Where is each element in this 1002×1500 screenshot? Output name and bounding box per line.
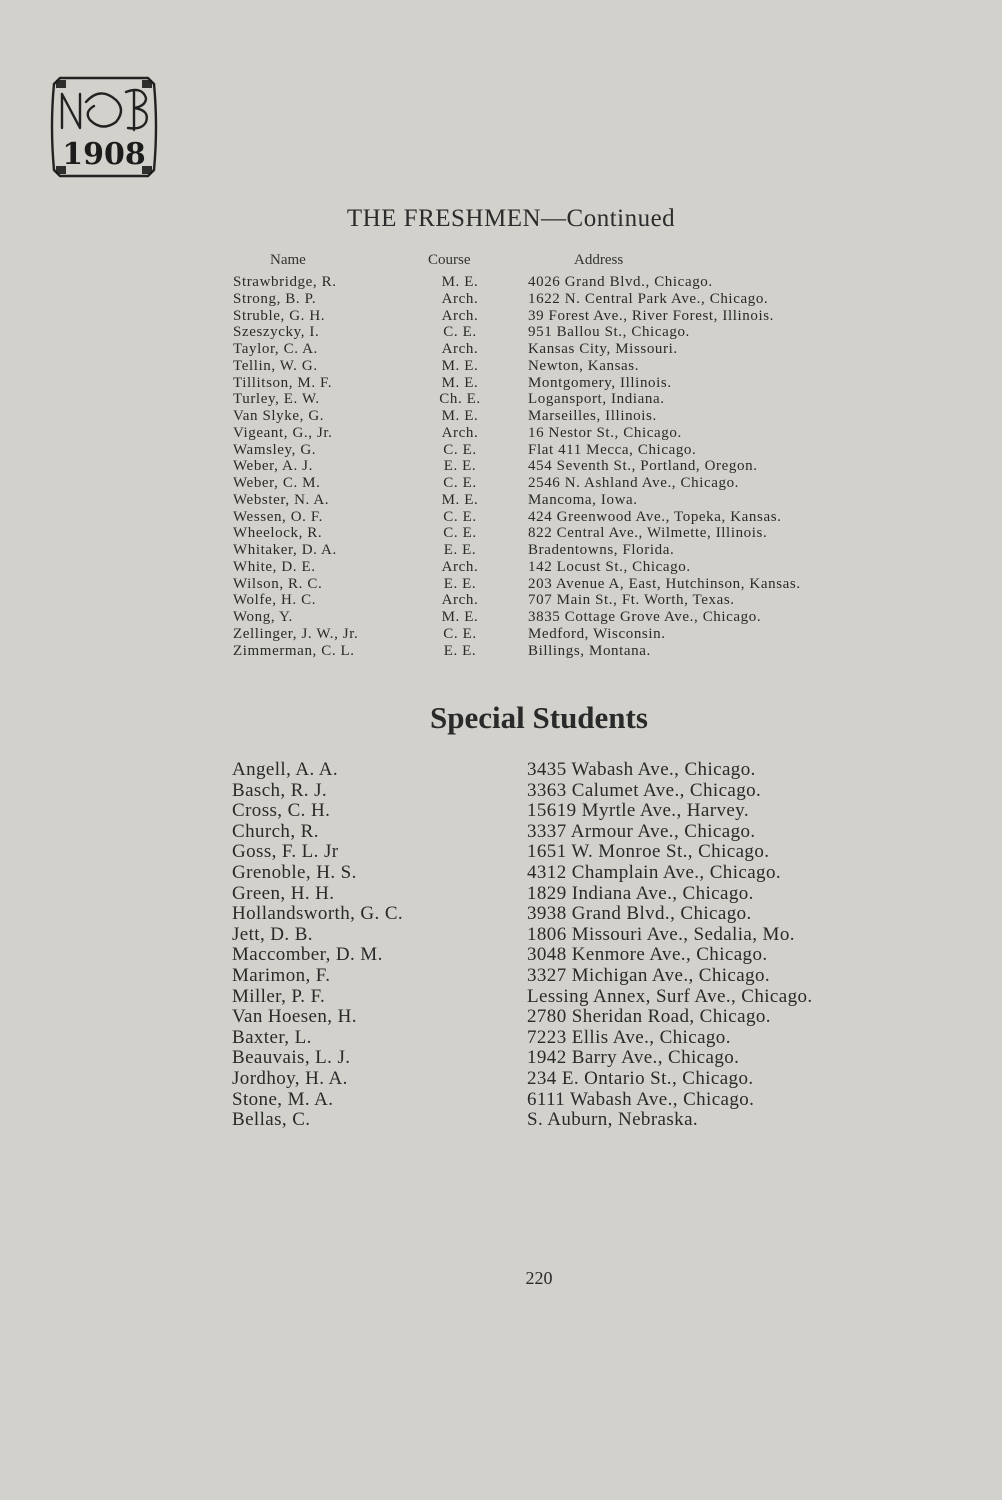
special-student-name: Angell, A. A. <box>232 759 339 780</box>
special-student-address: 1829 Indiana Ave., Chicago. <box>527 882 754 904</box>
special-student-name: Marimon, F. <box>232 965 331 986</box>
student-address: 3835 Cottage Grove Ave., Chicago. <box>528 609 762 625</box>
table-row <box>0 760 1002 780</box>
student-address: 2546 N. Ashland Ave., Chicago. <box>528 475 740 491</box>
special-student-name: Cross, C. H. <box>232 800 331 822</box>
course-column-header: Course <box>428 252 471 268</box>
special-student-address: 3048 Kenmore Ave., Chicago. <box>527 944 768 966</box>
special-student-address: 2780 Sheridan Road, Chicago. <box>527 1006 771 1028</box>
special-student-name: Basch, R. J. <box>232 779 328 801</box>
special-student-address: 1942 Barry Ave., Chicago. <box>527 1047 740 1069</box>
table-row <box>0 643 1002 660</box>
special-student-name: Hollandsworth, G. C. <box>232 903 404 925</box>
special-student-name: Jordhoy, H. A. <box>232 1068 348 1089</box>
special-student-address: S. Auburn, Nebraska. <box>527 1109 699 1131</box>
student-name: Wessen, O. F. <box>233 508 323 525</box>
student-name: Taylor, C. A. <box>233 341 318 357</box>
student-course: C. E. <box>443 475 477 491</box>
student-course: C. E. <box>443 324 477 341</box>
table-row <box>0 626 1002 643</box>
student-address: 4026 Grand Blvd., Chicago. <box>528 274 713 290</box>
table-row <box>0 1069 1002 1089</box>
student-name: White, D. E. <box>233 558 316 575</box>
table-row <box>0 904 1002 924</box>
student-name: Wilson, R. C. <box>233 575 323 592</box>
table-row <box>0 842 1002 862</box>
student-course: M. E. <box>441 274 479 290</box>
table-row <box>0 525 1002 542</box>
student-course: C. E. <box>443 508 477 525</box>
ngb-1908-monogram-icon <box>50 76 158 178</box>
student-course: C. E. <box>443 441 477 458</box>
student-name: Wheelock, R. <box>233 525 323 542</box>
address-column-header: Address <box>574 252 624 268</box>
table-row <box>0 408 1002 425</box>
special-student-address: 7223 Ellis Ave., Chicago. <box>527 1026 731 1048</box>
special-student-address: 3363 Calumet Ave., Chicago. <box>527 779 762 801</box>
student-course: C. E. <box>443 525 477 542</box>
student-course: Arch. <box>441 592 479 609</box>
table-row <box>0 458 1002 475</box>
student-course: Arch. <box>441 424 479 441</box>
student-address: 1622 N. Central Park Ave., Chicago. <box>528 290 769 307</box>
special-student-name: Church, R. <box>232 820 319 842</box>
student-course: M. E. <box>441 357 479 374</box>
table-row <box>0 274 1002 291</box>
student-course: Arch. <box>441 290 479 307</box>
table-row <box>0 781 1002 801</box>
special-student-name: Van Hoesen, H. <box>232 1006 357 1028</box>
page-heading: THE FRESHMEN—Continued <box>346 205 676 232</box>
student-course: E. E. <box>443 575 477 592</box>
student-course: E. E. <box>443 542 477 558</box>
student-course: Arch. <box>441 341 479 357</box>
special-student-address: 3435 Wabash Ave., Chicago. <box>527 759 756 780</box>
table-row <box>0 442 1002 459</box>
table-row <box>0 576 1002 593</box>
student-address: 424 Greenwood Ave., Topeka, Kansas. <box>528 508 782 525</box>
table-row <box>0 1028 1002 1048</box>
special-student-address: 3337 Armour Ave., Chicago. <box>527 820 756 842</box>
table-row <box>0 884 1002 904</box>
student-address: 39 Forest Ave., River Forest, Illinois. <box>528 307 775 324</box>
special-student-name: Baxter, L. <box>232 1026 312 1048</box>
student-address: Newton, Kansas. <box>528 357 640 374</box>
student-name: Strong, B. P. <box>233 290 317 307</box>
special-student-address: 3327 Michigan Ave., Chicago. <box>527 965 771 986</box>
student-address: 822 Central Ave., Wilmette, Illinois. <box>528 525 768 542</box>
student-address: 454 Seventh St., Portland, Oregon. <box>528 458 758 475</box>
table-row <box>0 341 1002 358</box>
table-row <box>0 1110 1002 1130</box>
table-row <box>0 609 1002 626</box>
student-address: 707 Main St., Ft. Worth, Texas. <box>528 592 735 609</box>
student-name: Struble, G. H. <box>233 307 326 324</box>
table-row <box>0 308 1002 325</box>
student-course: E. E. <box>443 458 477 475</box>
special-student-address: Lessing Annex, Surf Ave., Chicago. <box>527 985 813 1007</box>
student-course: Ch. E. <box>439 391 481 408</box>
student-name: Wamsley, G. <box>233 441 317 458</box>
table-row <box>0 822 1002 842</box>
student-address: 203 Avenue A, East, Hutchinson, Kansas. <box>528 575 801 592</box>
student-address: Flat 411 Mecca, Chicago. <box>528 441 697 458</box>
student-address: Medford, Wisconsin. <box>528 625 666 642</box>
special-student-address: 1651 W. Monroe St., Chicago. <box>527 841 770 863</box>
student-name: Webster, N. A. <box>233 491 330 508</box>
student-name: Turley, E. W. <box>233 391 320 408</box>
student-name: Zellinger, J. W., Jr. <box>233 625 359 642</box>
table-row <box>0 559 1002 576</box>
name-column-header: Name <box>270 252 306 268</box>
student-name: Strawbridge, R. <box>233 274 337 290</box>
table-row <box>0 1090 1002 1110</box>
table-row <box>0 945 1002 965</box>
student-address: Montgomery, Illinois. <box>528 374 672 391</box>
table-row <box>0 592 1002 609</box>
table-row <box>0 1048 1002 1068</box>
special-student-name: Jett, D. B. <box>232 923 313 945</box>
special-student-name: Green, H. H. <box>232 882 335 904</box>
student-address: 142 Locust St., Chicago. <box>528 558 691 575</box>
student-name: Weber, C. M. <box>233 475 321 491</box>
table-row <box>0 358 1002 375</box>
special-students-title: Special Students <box>430 700 648 735</box>
table-row <box>0 509 1002 526</box>
special-student-name: Grenoble, H. S. <box>232 862 357 883</box>
student-name: Vigeant, G., Jr. <box>233 424 333 441</box>
special-student-name: Beauvais, L. J. <box>232 1047 351 1069</box>
student-name: Zimmerman, C. L. <box>233 642 355 659</box>
student-course: C. E. <box>443 625 477 642</box>
student-course: M. E. <box>441 408 479 424</box>
student-course: M. E. <box>441 374 479 391</box>
student-address: 16 Nestor St., Chicago. <box>528 424 682 441</box>
special-student-address: 4312 Champlain Ave., Chicago. <box>527 862 781 883</box>
student-name: Weber, A. J. <box>233 458 313 475</box>
student-name: Tellin, W. G. <box>233 357 318 374</box>
student-address: Bradentowns, Florida. <box>528 542 675 558</box>
table-row <box>0 987 1002 1007</box>
table-row <box>0 801 1002 821</box>
special-student-name: Maccomber, D. M. <box>232 944 383 966</box>
table-row <box>0 475 1002 492</box>
student-name: Wong, Y. <box>233 609 293 625</box>
student-name: Whitaker, D. A. <box>233 542 337 558</box>
special-student-address: 15619 Myrtle Ave., Harvey. <box>527 800 749 822</box>
table-row <box>0 863 1002 883</box>
student-address: Marseilles, Illinois. <box>528 408 657 424</box>
special-student-address: 3938 Grand Blvd., Chicago. <box>527 903 752 925</box>
special-student-name: Goss, F. L. Jr <box>232 841 339 863</box>
student-address: 951 Ballou St., Chicago. <box>528 324 690 341</box>
student-address: Logansport, Indiana. <box>528 391 665 408</box>
special-student-address: 6111 Wabash Ave., Chicago. <box>527 1088 755 1110</box>
table-row <box>0 324 1002 341</box>
table-row <box>0 966 1002 986</box>
table-row <box>0 425 1002 442</box>
special-student-name: Bellas, C. <box>232 1109 311 1131</box>
student-course: M. E. <box>441 609 479 625</box>
special-student-address: 234 E. Ontario St., Chicago. <box>527 1068 754 1089</box>
student-address: Kansas City, Missouri. <box>528 341 678 357</box>
special-student-address: 1806 Missouri Ave., Sedalia, Mo. <box>527 923 795 945</box>
student-address: Billings, Montana. <box>528 642 651 659</box>
table-row <box>0 542 1002 559</box>
table-row <box>0 1007 1002 1027</box>
special-student-name: Miller, P. F. <box>232 985 326 1007</box>
student-course: Arch. <box>441 558 479 575</box>
table-row <box>0 391 1002 408</box>
table-row <box>0 291 1002 308</box>
page-number: 220 <box>525 1268 553 1288</box>
student-course: E. E. <box>443 642 477 659</box>
student-course: Arch. <box>441 307 479 324</box>
student-address: Mancoma, Iowa. <box>528 491 638 508</box>
table-row <box>0 375 1002 392</box>
table-row <box>0 925 1002 945</box>
table-row <box>0 492 1002 509</box>
student-name: Szeszycky, I. <box>233 324 320 341</box>
student-name: Tillitson, M. F. <box>233 374 333 391</box>
special-student-name: Stone, M. A. <box>232 1088 334 1110</box>
student-name: Wolfe, H. C. <box>233 592 317 609</box>
student-course: M. E. <box>441 491 479 508</box>
student-name: Van Slyke, G. <box>233 408 325 424</box>
svg-text:1908: 1908 <box>62 137 146 172</box>
